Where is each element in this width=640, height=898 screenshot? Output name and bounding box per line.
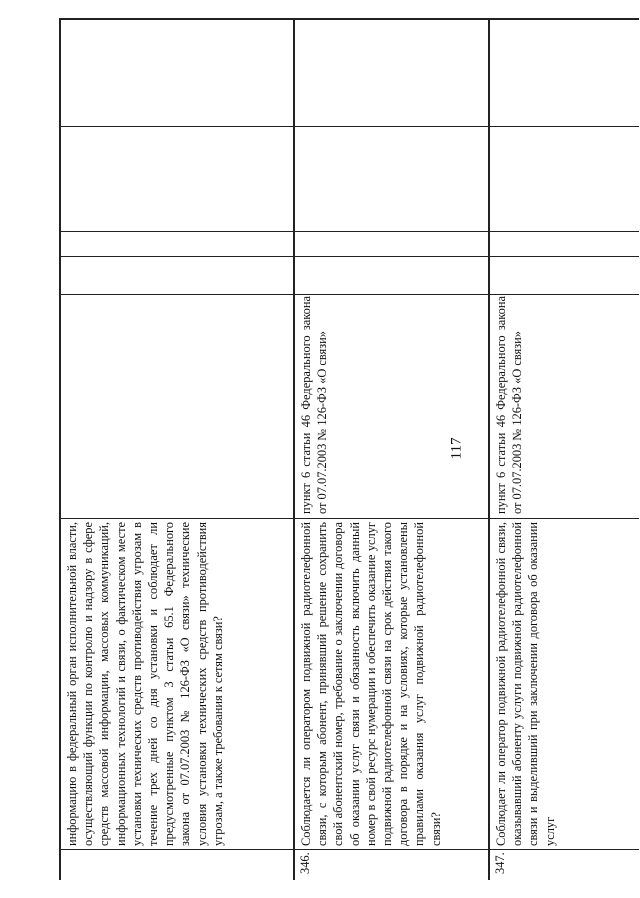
row-divider xyxy=(293,18,295,880)
column-divider xyxy=(59,126,639,127)
reference-cell: пункт 6 статьи 46 Федерального закона от 07.07.2003 № 126-ФЗ «О связи» xyxy=(299,296,330,514)
row-number: 347. xyxy=(493,852,507,874)
row-divider xyxy=(488,18,490,880)
reference-cell: пункт 6 статьи 46 Федерального закона от 07.07.2003 № 126-ФЗ «О связи» xyxy=(494,296,525,514)
row-number: 346. xyxy=(298,852,312,874)
column-divider xyxy=(59,294,639,295)
table-border-left xyxy=(59,18,61,880)
question-cell: Соблюдается ли оператором подвижной радиотелефонной связи, с которым абонент, принявший решение сохранить свой абонентский номер, требование о заключении договора об оказании услуг связи и обязанность включить данный номер в свой ресурс нумерации и обеспечить оказание услуг подвижной радиотелефонной связи на срок действия такого договора в порядке и на условиях, которые установлены правилами оказания услуг подвижной радиотелефонной связи? xyxy=(299,522,443,846)
column-divider xyxy=(59,256,639,257)
page-number: 117 xyxy=(448,437,465,460)
column-divider xyxy=(59,518,639,519)
column-divider xyxy=(59,231,639,232)
question-cell: Соблюдает ли оператор подвижной радиотелефонной связи, оказывавший абоненту услуги подвижной радиотелефонной связи и выделивший при заключении договора об оказании услуг xyxy=(494,522,557,846)
column-divider xyxy=(59,849,639,850)
question-cell: информацию в федеральный орган исполнительной власти, осуществляющий функции по контролю и надзору в сфере средств массовой информации, массовых коммуникаций, информационных технологий и связи, о фактическом месте установки технических средств противодействия угрозам в течение трех дней со дня установки и соблюдает ли предусмотренные пунктом 3 статьи 65.1 Федерального закона от 07.07.2003 № 126-ФЗ «О связи» технические условия установки технических средств противодействия угрозам, а также требования к сетям связи? xyxy=(65,522,225,846)
table-border-top xyxy=(59,18,639,20)
